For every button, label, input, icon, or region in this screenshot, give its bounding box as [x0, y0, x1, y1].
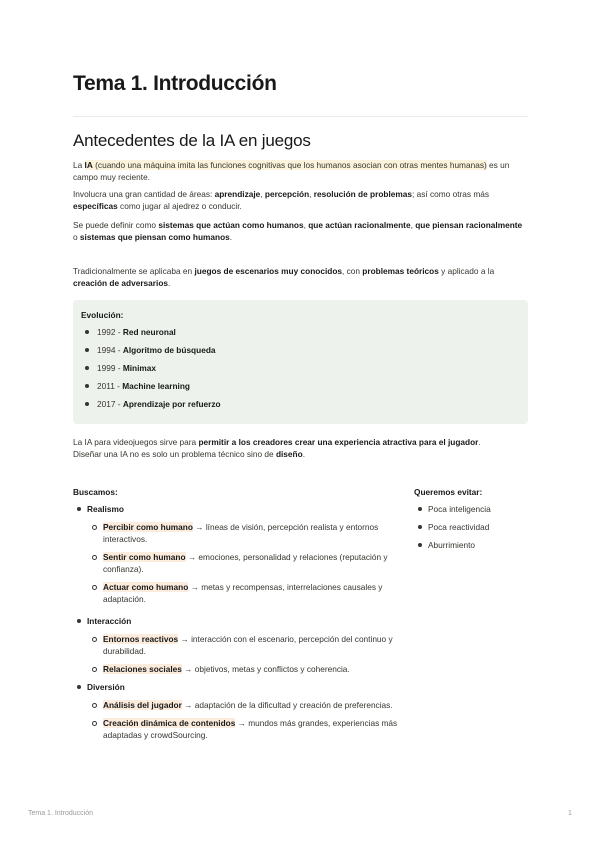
evitar-list — [414, 503, 528, 551]
list-item: Relaciones sociales → objetivos, metas y conflictos y coherencia. — [73, 663, 403, 675]
evolution-item: 1994 - Algoritmo de búsqueda — [73, 344, 221, 362]
list-item: Aburrimiento — [414, 539, 528, 551]
buscamos-list — [73, 503, 403, 741]
list-item-diversion: Diversión — [73, 681, 403, 693]
evolution-item: 1992 - Red neuronal — [73, 326, 221, 344]
videogames-paragraph: La IA para videojuegos sirve para permitir a los creadores crear una experiencia atractiva para el jugador. Diseñar una IA no es solo un problema técnico sino de diseño. — [73, 437, 481, 459]
evolution-list — [73, 326, 221, 416]
list-item-interaccion: Interacción — [73, 615, 403, 627]
list-item: Entornos reactivos → interacción con el escenario, percepción del continuo y durabilidad. — [73, 633, 403, 657]
evolution-title: Evolución: — [81, 310, 124, 320]
evitar-title: Queremos evitar: — [414, 487, 483, 497]
list-item: Poca reactividad — [414, 521, 528, 533]
list-item: Creación dinámica de contenidos → mundos más grandes, experiencias más adaptadas y crowdSourcing. — [73, 717, 403, 741]
list-item: Poca inteligencia — [414, 503, 528, 515]
list-item: Actuar como humano → metas y recompensas, interrelaciones causales y adaptación. — [73, 581, 403, 605]
page-title: Tema 1. Introducción — [73, 72, 277, 95]
evolution-item: 2011 - Machine learning — [73, 380, 221, 398]
evolution-callout — [73, 300, 528, 424]
section-heading: Antecedentes de la IA en juegos — [73, 131, 311, 150]
list-item-realismo: Realismo — [73, 503, 403, 515]
intro-paragraph-1: La IA (cuando una máquina imita las funciones cognitivas que los humanos asocian con otras mentes humanas) es un campo muy reciente. — [73, 160, 510, 182]
list-item: Análisis del jugador → adaptación de la dificultad y creación de preferencias. — [73, 699, 403, 711]
list-item: Sentir como humano → emociones, personalidad y relaciones (reputación y confianza). — [73, 551, 403, 575]
title-divider — [73, 116, 528, 117]
footer-title: Tema 1. Introducción — [28, 810, 93, 817]
evolution-item: 2017 - Aprendizaje por refuerzo — [73, 398, 221, 416]
list-item: Percibir como humano → líneas de visión, percepción realista y entornos interactivos. — [73, 521, 403, 545]
intro-paragraph-4: Tradicionalmente se aplicaba en juegos de escenarios muy conocidos, con problemas teóricos y aplicado a la creación de adversarios. — [73, 266, 495, 288]
evolution-item: 1999 - Minimax — [73, 362, 221, 380]
intro-paragraph-3: Se puede definir como sistemas que actúan como humanos, que actúan racionalmente, que piensan racionalmente o sistemas que piensan como humanos. — [73, 220, 523, 242]
intro-paragraph-2: Involucra una gran cantidad de áreas: aprendizaje, percepción, resolución de problemas; así como otras más específicas como jugar al ajedrez o conducir. — [73, 189, 490, 211]
footer-page-number: 1 — [568, 810, 572, 817]
buscamos-title: Buscamos: — [73, 487, 118, 497]
